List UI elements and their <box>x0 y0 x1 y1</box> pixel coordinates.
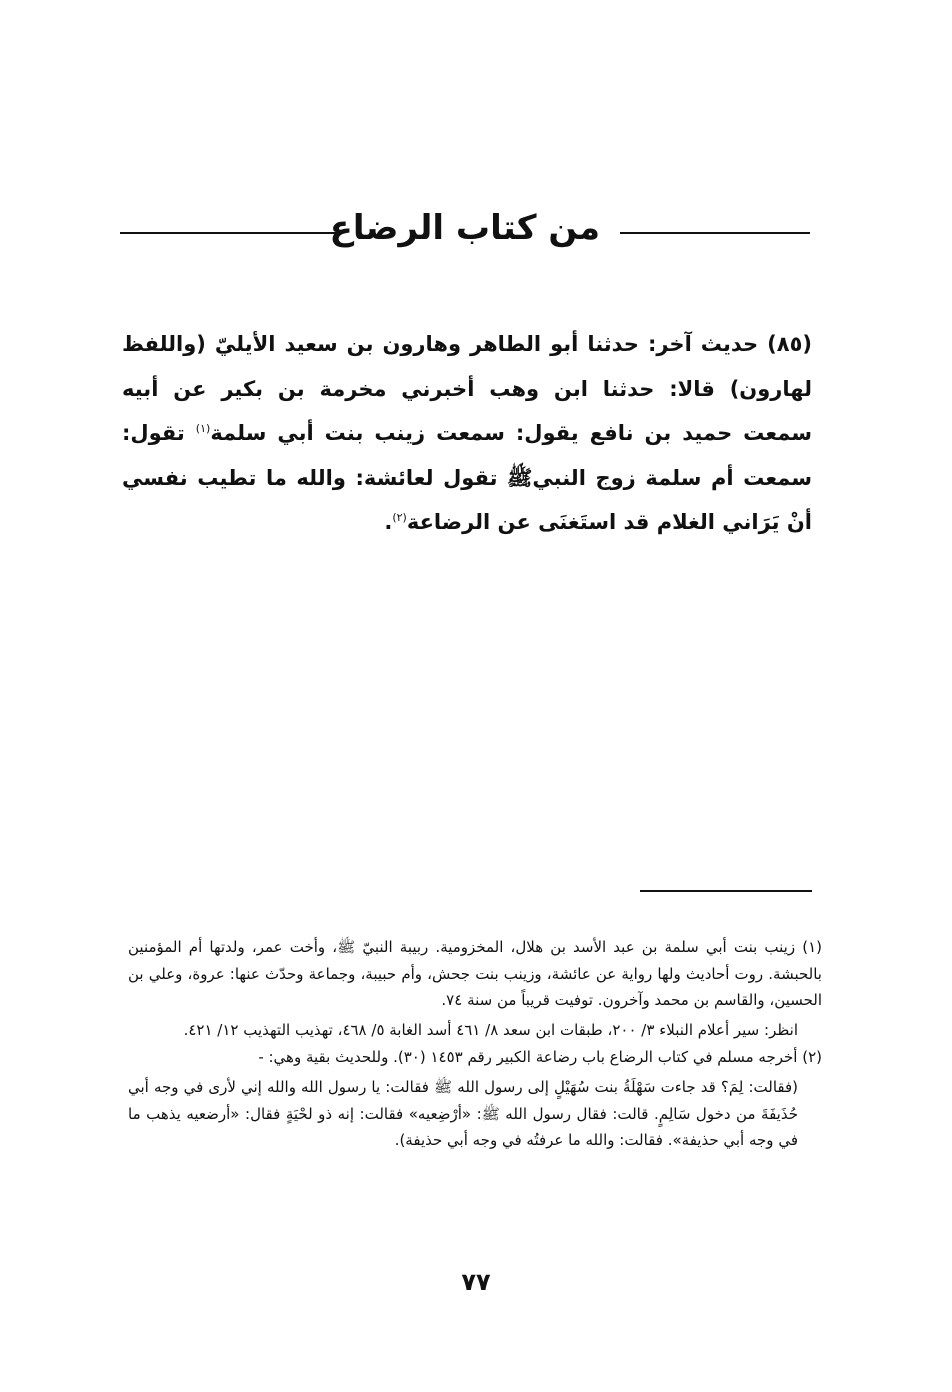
chapter-title: من كتاب الرضاع <box>329 208 600 248</box>
header-rule-right <box>620 232 810 234</box>
hadith-end-mark: . <box>384 510 393 534</box>
footnote-2: (٢) أخرجه مسلم في كتاب الرضاع باب رضاعة الكبير رقم ١٤٥٣ (٣٠). وللحديث بقية وهي: - <box>258 1048 822 1067</box>
hadith-text-part-1: حدثنا أبو الطاهر وهارون بن سعيد الأيليّ (واللفظ لهارون) قالا: حدثنا ابن وهب أخبرني مخرمة بن بكير عن أبيه سمعت حميد بن نافع يقول: سمعت زينب بنت أبي سلمة <box>122 332 812 445</box>
footnote-separator <box>640 890 812 892</box>
footnote-1: (١) زينب بنت أبي سلمة بن عبد الأسد بن هلال، المخزومية. ربيبة النبيّ ﷺ، وأخت عمر، ولدتها أم المؤمنين بالحبشة. روت أحاديث ولها رواية عن عائشة، وزينب بنت جحش، وأم حبيبة، وجماعة وحدّث عنها: عروة، وعلي بن الحسين، والقاسم بن محمد وآخرون. توفيت قريباً من سنة ٧٤. <box>128 938 822 1010</box>
footnote-ref-2: (٢) <box>392 511 407 524</box>
hadith-85 <box>122 322 812 545</box>
footnote-ref-1: (١) <box>195 422 211 435</box>
footnote-1-sources: انظر: سير أعلام النبلاء ٣/ ٢٠٠، طبقات ابن سعد ٨/ ٤٦١ أسد الغابة ٥/ ٤٦٨، تهذيب التهذيب ١٢/ ٤٢١. <box>183 1020 798 1039</box>
header-rule-left <box>120 232 340 234</box>
footnotes <box>128 934 822 1154</box>
hadith-label: (٨٥) حديث آخر: <box>647 332 813 356</box>
hadith-text-part-2: تقول: سمعت أم سلمة زوج النبيﷺ تقول لعائشة: والله ما تطيب نفسي أنْ يَرَاني الغلام قد استَغنَى عن الرضاعة <box>122 421 812 534</box>
chapter-header <box>120 196 810 260</box>
page-number: ٧٧ <box>461 1268 491 1296</box>
footnote-2-quote: (فقالت: لِمَ؟ قد جاءت سَهْلَةُ بنت سُهَيْلٍ إلى رسول الله ﷺ فقالت: يا رسول الله والله إني لأرى في وجه أبي حُذَيفَةَ من دخول سَالِمٍ. قالت: فقال رسول الله ﷺ: «أرْضِعيه» فقالت: إنه ذو لحْيَةٍ فقال: «أرضعيه يذهب ما في وجه أبي حذيفة». فقالت: والله ما عرفتُه في وجه أبي حذيفة). <box>128 1077 798 1150</box>
